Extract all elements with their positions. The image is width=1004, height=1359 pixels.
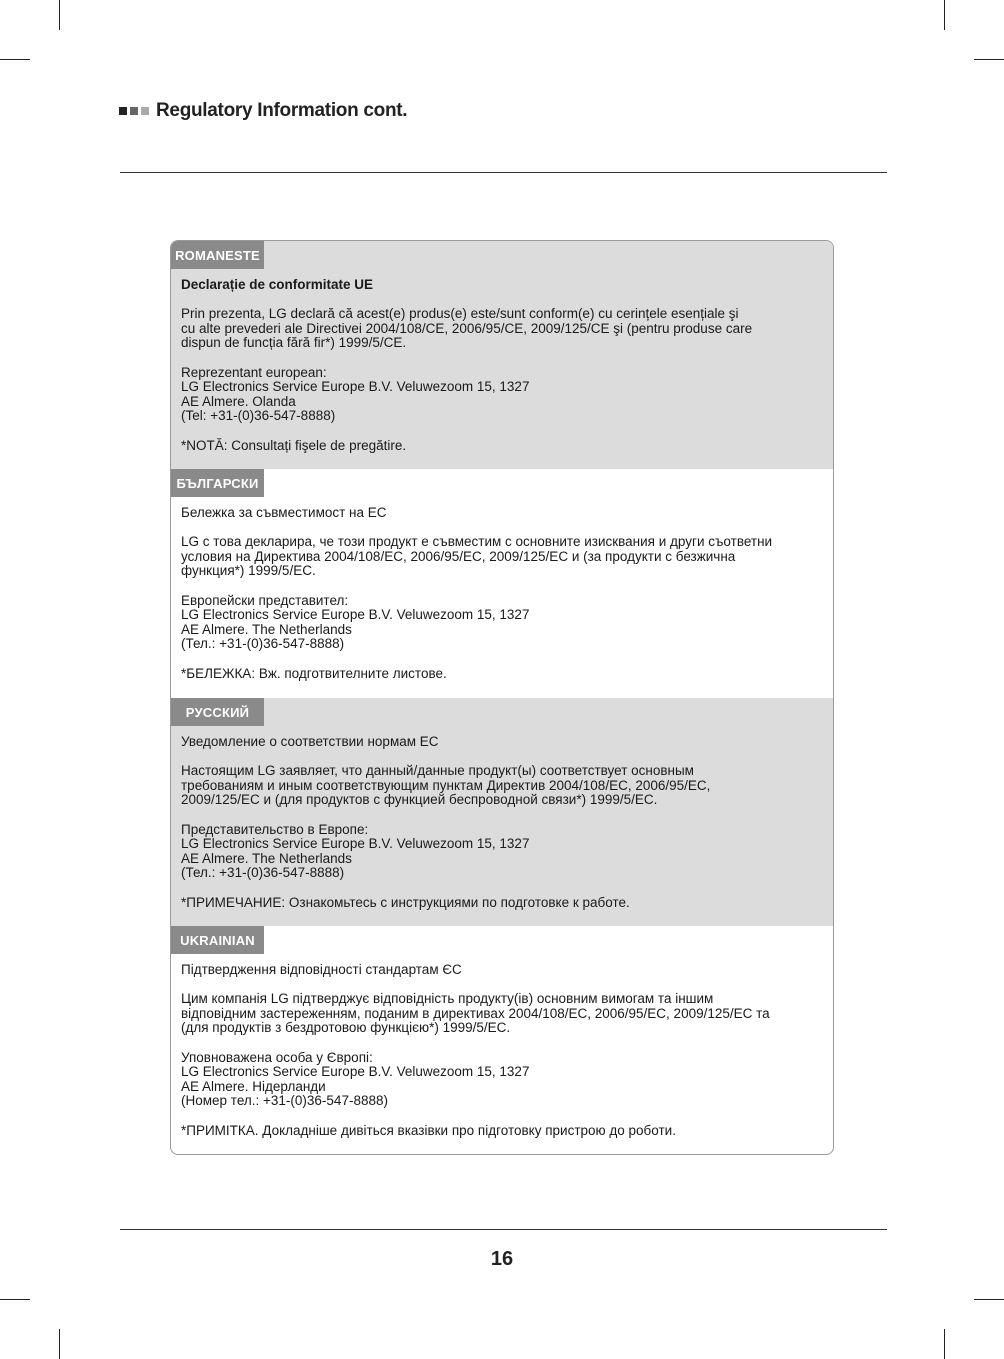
- square-bullet-icon: [130, 107, 138, 115]
- declaration-text: Настоящим LG заявляет, что данный/данные продукт(ы) соответствует основным требованиям и иным соответствующим пунктам Директив 2004/108/ЕС, 2006/95/ЕС, 2009/125/ЕС и (для продуктов с функцией беспроводной связи*) 1999/5/ЕС.: [181, 763, 711, 808]
- crop-mark: [974, 59, 1004, 60]
- representative-text: Представительство в Европе: LG Electronics Service Europe B.V. Veluwezoom 15, 1327 AE Almere. The Netherlands (Тел.: +31-(0)36-547-8888): [181, 821, 530, 881]
- square-bullet-icon: [119, 107, 127, 115]
- section-russian: [171, 698, 833, 926]
- square-bullet-icon: [141, 107, 149, 115]
- declaration-text: Prin prezenta, LG declară că acest(e) produs(e) este/sunt conform(e) cu cerințele esențiale şi cu alte prevederi ale Directivei 2004/108/CE, 2006/95/CE, 2009/125/CE şi (pentru produse care dispun de funcția fără fir*) 1999/5/CE.: [181, 306, 753, 351]
- representative-text: Европейски представител: LG Electronics Service Europe B.V. Veluwezoom 15, 1327 AE Almere. The Netherlands (Тел.: +31-(0)36-547-8888): [181, 592, 530, 652]
- section-content: [181, 278, 826, 453]
- declaration-text: LG с това декларира, че този продукт е съвместим с основните изисквания и други съответни условия на Директива 2004/108/ЕС, 2006/95/ЕС, 2009/125/ЕС и (за продукти с безжична функция*) 1999/5/ЕС.: [181, 534, 773, 579]
- representative-text: Уповноважена особа у Європі: LG Electronics Service Europe B.V. Veluwezoom 15, 1327 AE Almere. Нідерланди (Номер тел.: +31-(0)36-547-8888): [181, 1049, 530, 1109]
- declaration-text: Цим компанія LG підтверджує відповідність продукту(ів) основним вимогам та іншим відповідним застереженням, поданим в директивах 2004/108/EC, 2006/95/EC, 2009/125/EC та (для продуктів з бездротовою функцією*) 1999/5/EC.: [181, 991, 770, 1036]
- crop-mark: [0, 59, 30, 60]
- section-heading: Бележка за съвместимост на ЕС: [181, 505, 387, 520]
- section-heading: Підтвердження відповідності стандартам ЄС: [181, 962, 462, 977]
- section-ukrainian: [171, 926, 833, 1154]
- representative-text: Reprezentant european: LG Electronics Service Europe B.V. Veluwezoom 15, 1327 AE Almere. Olanda (Tel: +31-(0)36-547-8888): [181, 364, 530, 424]
- page-header: [119, 100, 407, 122]
- footer-divider: [120, 1229, 887, 1230]
- page-title: Regulatory Information cont.: [156, 100, 408, 121]
- language-tag: РУССКИЙ: [171, 698, 264, 726]
- section-heading: Declarație de conformitate UE: [181, 277, 374, 292]
- section-content: [181, 735, 826, 910]
- crop-mark: [59, 1329, 60, 1359]
- note-text: *БЕЛЕЖКА: Вж. подготвителните листове.: [181, 665, 447, 681]
- crop-mark: [944, 1329, 945, 1359]
- crop-mark: [59, 0, 60, 30]
- section-heading: Уведомление о соответствии нормам ЕС: [181, 734, 439, 749]
- language-tag: БЪЛГАРСКИ: [171, 469, 264, 497]
- note-text: *ПРИМЕЧАНИЕ: Ознакомьтесь с инструкциями по подготовке к работе.: [181, 894, 630, 910]
- section-content: [181, 506, 826, 681]
- section-content: [181, 963, 826, 1138]
- language-tag: ROMANESTE: [171, 241, 264, 269]
- crop-mark: [0, 1299, 30, 1300]
- header-divider: [120, 172, 887, 173]
- regulatory-box: [170, 240, 834, 1155]
- section-bulgarian: [171, 469, 833, 698]
- page-number: 16: [490, 1248, 514, 1270]
- crop-mark: [944, 0, 945, 30]
- section-romaneste: [171, 241, 833, 469]
- crop-mark: [974, 1299, 1004, 1300]
- language-tag: UKRAINIAN: [171, 926, 264, 954]
- note-text: *ПРИМІТКА. Докладніше дивіться вказівки про підготовку пристрою до роботи.: [181, 1122, 676, 1138]
- note-text: *NOTĂ: Consultați fişele de pregătire.: [181, 437, 407, 453]
